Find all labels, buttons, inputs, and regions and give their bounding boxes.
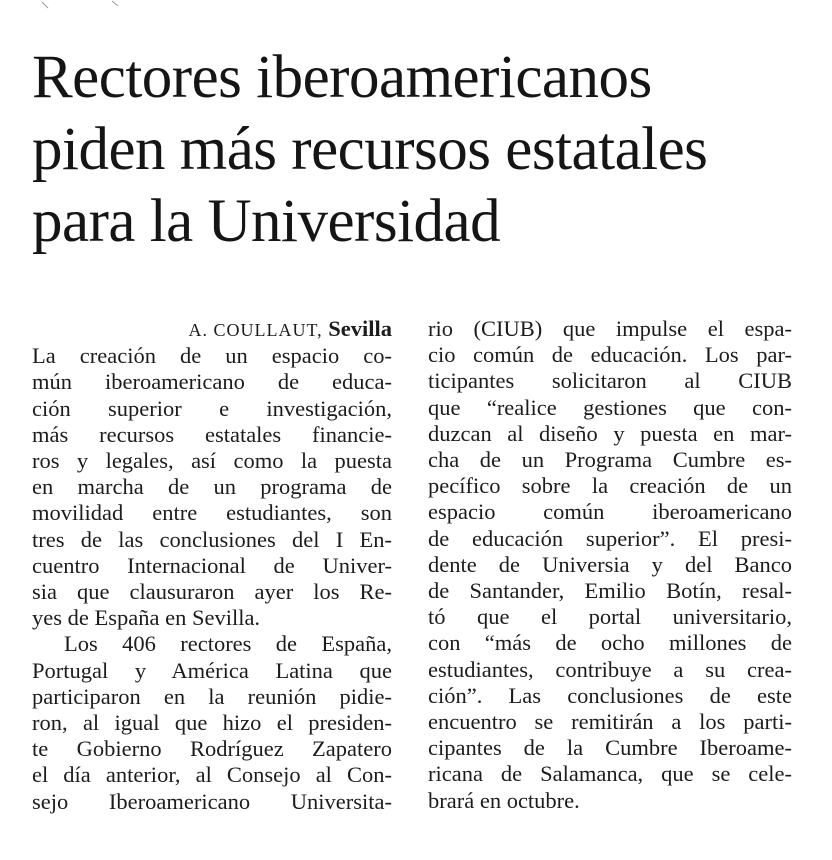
article-text-line: cipantes de la Cumbre Iberoame- <box>428 735 792 761</box>
byline-author: A. COULLAUT, <box>188 320 323 340</box>
article-text-line: Portugal y América Latina que <box>32 657 392 683</box>
article-text-line: ticipantes solicitaron al CIUB <box>428 368 792 394</box>
article-text-line: cio común de educación. Los par- <box>428 342 792 368</box>
byline <box>32 316 392 343</box>
headline-line: Rectores iberoamericanos <box>32 44 652 111</box>
article-text-line: rio (CIUB) que impulse el espa- <box>428 316 792 341</box>
headline-line: piden más recursos estatales <box>32 116 708 183</box>
article-text-line: estudiantes, contribuye a su crea- <box>428 656 792 682</box>
article-text-line: con “más de ocho millones de <box>428 630 792 656</box>
left-column-text <box>32 343 392 815</box>
article-text-line: pecífico sobre la creación de un <box>428 473 792 499</box>
article-text-line: ción superior e investigación, <box>32 395 392 421</box>
article-text-line: ron, al igual que hizo el presiden- <box>32 710 392 736</box>
headline-line: para la Universidad <box>32 188 501 255</box>
article-text-line: La creación de un espacio co- <box>32 343 392 369</box>
article-text-line: duzcan al diseño y puesta en mar- <box>428 420 792 446</box>
article-text-line: te Gobierno Rodríguez Zapatero <box>32 736 392 762</box>
scan-mark <box>40 0 120 12</box>
article-text-line: encuentro se remitirán a los parti- <box>428 709 792 735</box>
article-text-line: ros y legales, así como la puesta <box>32 448 392 474</box>
right-column-text <box>428 316 792 814</box>
article-text-line: que “realice gestiones que con- <box>428 394 792 420</box>
article-text-line: brará en octubre. <box>428 787 580 813</box>
article-text-line: en marcha de un programa de <box>32 474 392 500</box>
article-text-line: el día anterior, al Consejo al Con- <box>32 762 392 788</box>
article-text-line: cha de un Programa Cumbre es- <box>428 447 792 473</box>
article-text-line: sejo Iberoamericano Universita- <box>32 788 392 814</box>
article-text-line: más recursos estatales financie- <box>32 421 392 447</box>
article-text-line: sia que clausuraron ayer los Re- <box>32 579 392 605</box>
article-text-line: mún iberoamericano de educa- <box>32 369 392 395</box>
article-text-line: dente de Universia y del Banco <box>428 551 792 577</box>
article-text-line: yes de España en Sevilla. <box>32 605 261 631</box>
article-text-line: Los 406 rectores de España, <box>64 631 392 657</box>
article-text-line: espacio común iberoamericano <box>428 499 792 525</box>
article-text-line: tres de las conclusiones del I En- <box>32 526 392 552</box>
article-column-left <box>32 316 392 815</box>
article-text-line: de Santander, Emilio Botín, resal- <box>428 578 792 604</box>
article-text-line: ción”. Las conclusiones de este <box>428 682 792 708</box>
article-text-line: de educación superior”. El presi- <box>428 525 792 551</box>
article-column-right <box>428 316 792 814</box>
article-text-line: participaron en la reunión pidie- <box>32 683 392 709</box>
article-text-line: tó que el portal universitario, <box>428 604 792 630</box>
article-text-line: cuentro Internacional de Univer- <box>32 552 392 578</box>
article-text-line: ricana de Salamanca, que se cele- <box>428 761 792 787</box>
article-headline <box>32 42 822 258</box>
article-text-line: movilidad entre estudiantes, son <box>32 500 392 526</box>
byline-city: Sevilla <box>328 316 392 341</box>
